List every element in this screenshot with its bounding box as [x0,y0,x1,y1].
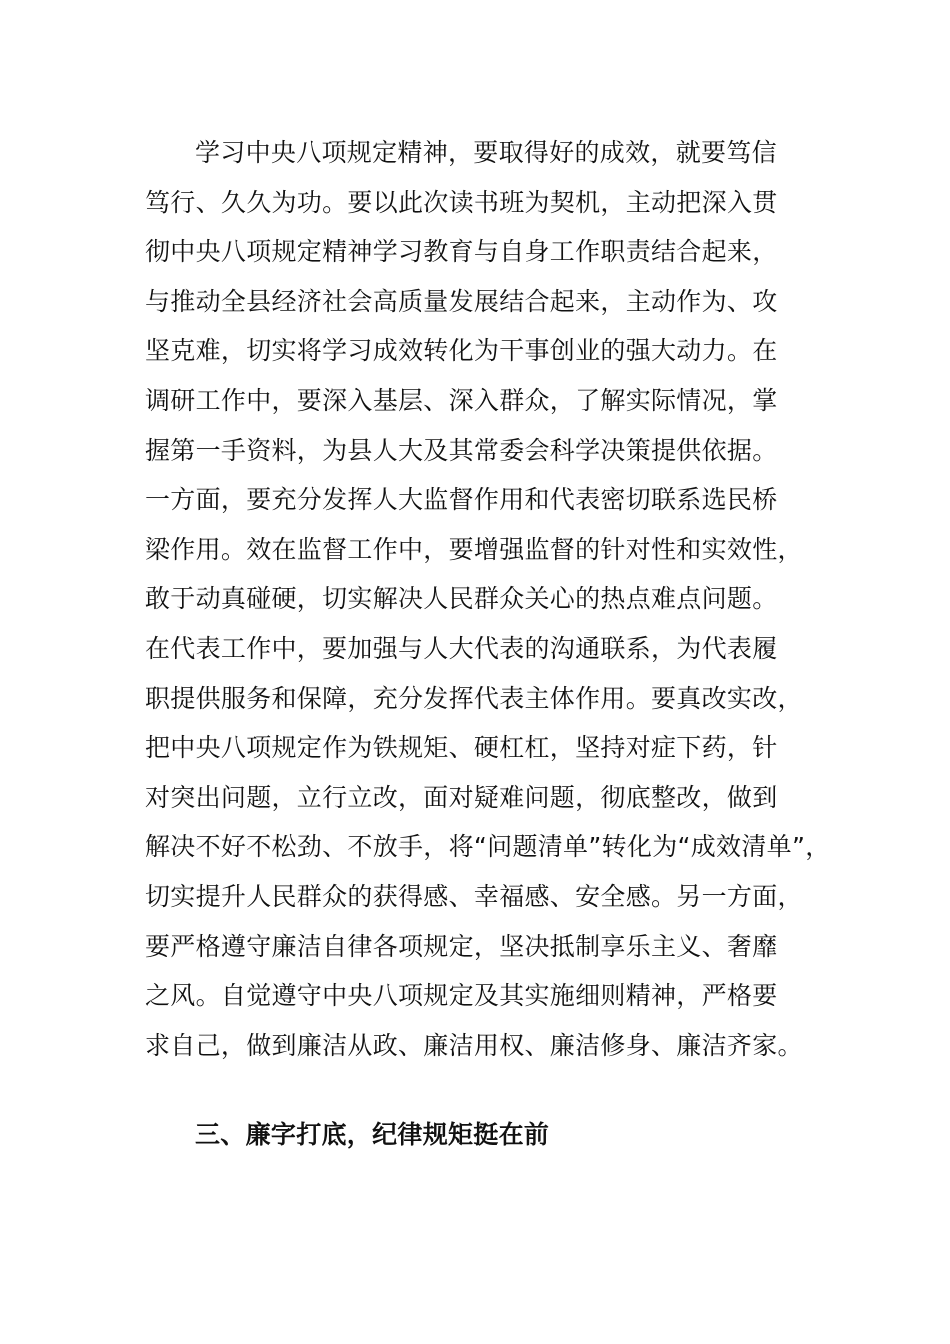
paragraph-line: 握第一手资料，为县人大及其常委会科学决策提供依据。 [145,435,778,465]
paragraph-line: 切实提升人民群众的获得感、幸福感、安全感。另一方面， [145,881,803,911]
paragraph-line: 求自己，做到廉洁从政、廉洁用权、廉洁修身、廉洁齐家。 [145,1030,803,1060]
paragraph-line: 与推动全县经济社会高质量发展结合起来，主动作为、攻 [145,286,778,316]
paragraph-line: 梁作用。效在监督工作中，要增强监督的针对性和实效性， [145,534,803,564]
paragraph-line: 把中央八项规定作为铁规矩、硬杠杠，坚持对症下药，针 [145,733,778,763]
paragraph-line: 彻中央八项规定精神学习教育与自身工作职责结合起来， [145,237,778,267]
paragraph-line: 学习中央八项规定精神，要取得好的成效，就要笃信 [195,138,777,167]
paragraph-line: 调研工作中，要深入基层、深入群众，了解实际情况，掌 [145,385,778,415]
paragraph-line: 职提供服务和保障，充分发挥代表主体作用。要真改实改， [145,683,803,713]
paragraph-line: 坚克难，切实将学习成效转化为干事创业的强大动力。在 [145,336,778,366]
paragraph-line: 要严格遵守廉洁自律各项规定，坚决抵制享乐主义、奢靡 [145,931,778,961]
body-paragraph [145,128,831,1070]
paragraph-line: 之风。自觉遵守中央八项规定及其实施细则精神，严格要 [145,981,778,1011]
section-heading: 三、廉字打底，纪律规矩挺在前 [195,1120,550,1149]
paragraph-line: 解决不好不松劲、不放手，将“问题清单”转化为“成效清单”， [145,832,831,862]
paragraph-line: 对突出问题，立行立改，面对疑难问题，彻底整改，做到 [145,782,778,812]
paragraph-line: 在代表工作中，要加强与人大代表的沟通联系，为代表履 [145,633,778,663]
paragraph-line: 笃行、久久为功。要以此次读书班为契机，主动把深入贯 [145,187,778,217]
paragraph-line: 一方面，要充分发挥人大监督作用和代表密切联系选民桥 [145,485,778,515]
paragraph-line: 敢于动真碰硬，切实解决人民群众关心的热点难点问题。 [145,584,778,614]
